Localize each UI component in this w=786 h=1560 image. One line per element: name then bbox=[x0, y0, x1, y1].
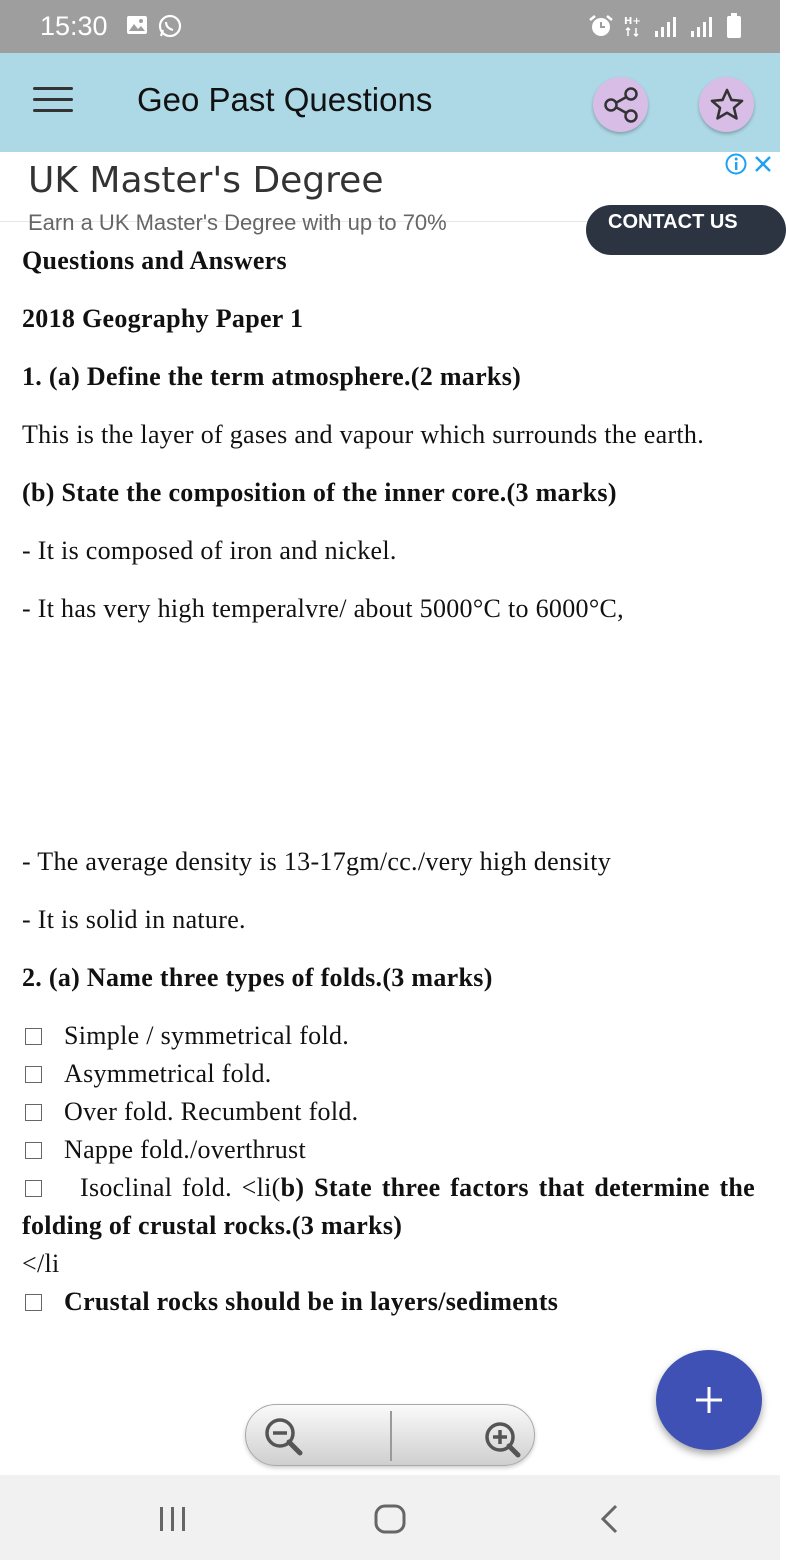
plus-icon bbox=[694, 1385, 724, 1415]
add-fab-button[interactable] bbox=[656, 1350, 762, 1450]
ad-subtitle: Earn a UK Master's Degree with up to 70% bbox=[28, 210, 447, 235]
alarm-icon bbox=[588, 14, 614, 38]
zoom-out-button[interactable] bbox=[260, 1413, 306, 1459]
folds-list bbox=[22, 1017, 755, 1321]
zoom-in-button[interactable] bbox=[478, 1413, 524, 1459]
list-item bbox=[22, 1055, 755, 1093]
list-item bbox=[22, 1131, 755, 1169]
list-item-text: Simple / symmetrical fold. bbox=[64, 1021, 350, 1050]
status-bar bbox=[0, 0, 780, 53]
menu-icon-bar bbox=[33, 98, 73, 101]
app-bar bbox=[0, 53, 780, 152]
section-title: Questions and Answers bbox=[22, 246, 287, 275]
network-hplus-icon bbox=[624, 14, 644, 38]
question-2a: 2. (a) Name three types of folds.(3 marks) bbox=[22, 963, 493, 992]
recent-apps-button[interactable] bbox=[153, 1503, 193, 1535]
zoom-in-icon bbox=[478, 1413, 524, 1459]
signal-icon bbox=[654, 15, 680, 37]
battery-icon bbox=[726, 13, 742, 39]
signal-icon bbox=[690, 15, 716, 37]
whatsapp-icon bbox=[158, 14, 182, 38]
list-item-text: Over fold. Recumbent fold. bbox=[64, 1097, 359, 1126]
app-title: Geo Past Questions bbox=[137, 81, 433, 118]
ad-title[interactable]: UK Master's Degree bbox=[28, 160, 384, 201]
status-right-icons bbox=[588, 13, 742, 39]
checkbox-glyph bbox=[25, 1066, 42, 1083]
list-item-text: Crustal rocks should be in layers/sediments bbox=[64, 1287, 559, 1316]
article-content bbox=[22, 222, 755, 1475]
list-item-text: Isoclinal fold. <li( bbox=[80, 1173, 281, 1202]
blank-area bbox=[22, 628, 755, 823]
star-icon bbox=[708, 86, 746, 124]
list-item bbox=[22, 1093, 755, 1131]
list-item bbox=[22, 1017, 755, 1055]
close-icon[interactable] bbox=[752, 153, 774, 175]
checkbox-glyph bbox=[25, 1294, 42, 1311]
answer-1b-point: - It is solid in nature. bbox=[22, 905, 246, 934]
system-nav-bar bbox=[0, 1475, 780, 1560]
question-1a: 1. (a) Define the term atmosphere.(2 marks) bbox=[22, 362, 522, 391]
checkbox-glyph bbox=[25, 1104, 42, 1121]
recent-apps-icon bbox=[153, 1503, 193, 1535]
home-button[interactable] bbox=[370, 1503, 410, 1535]
zoom-divider bbox=[390, 1411, 392, 1461]
favorite-button[interactable] bbox=[699, 77, 754, 132]
checkbox-glyph bbox=[25, 1142, 42, 1159]
answer-1a: This is the layer of gases and vapour which surrounds the earth. bbox=[22, 420, 705, 449]
svg-text:H+: H+ bbox=[624, 16, 641, 27]
back-icon bbox=[590, 1503, 630, 1535]
share-button[interactable] bbox=[593, 77, 648, 132]
question-1b: (b) State the composition of the inner core.(3 marks) bbox=[22, 478, 617, 507]
gallery-icon bbox=[126, 14, 148, 36]
list-item-text: Nappe fold./overthrust bbox=[64, 1135, 306, 1164]
checkbox-glyph bbox=[25, 1180, 42, 1197]
zoom-control bbox=[245, 1404, 535, 1466]
list-item bbox=[22, 1283, 755, 1321]
checkbox-glyph bbox=[25, 1028, 42, 1045]
menu-icon-bar bbox=[33, 109, 73, 112]
list-item-text: Asymmetrical fold. bbox=[64, 1059, 272, 1088]
ad-cta-button[interactable]: CONTACT US bbox=[586, 205, 786, 255]
question-2b: b) State three factors that determine the folding of crustal rocks.(3 marks) bbox=[22, 1173, 755, 1240]
zoom-out-icon bbox=[260, 1413, 306, 1459]
menu-button[interactable] bbox=[33, 87, 73, 119]
answer-1b-point: - It is composed of iron and nickel. bbox=[22, 536, 397, 565]
ad-choices[interactable] bbox=[724, 152, 774, 176]
list-item bbox=[22, 1169, 755, 1283]
answer-1b-point: - It has very high temperalvre/ about 5000°C to 6000°C, bbox=[22, 594, 624, 623]
share-icon bbox=[601, 85, 641, 125]
status-time: 15:30 bbox=[40, 11, 108, 41]
answer-1b-point: - The average density is 13-17gm/cc./very high density bbox=[22, 847, 612, 876]
home-icon bbox=[370, 1503, 410, 1535]
back-button[interactable] bbox=[590, 1503, 630, 1535]
info-icon[interactable] bbox=[724, 152, 748, 176]
status-left-icons bbox=[126, 14, 182, 38]
stray-markup: </li bbox=[22, 1249, 60, 1278]
menu-icon-bar bbox=[33, 87, 73, 90]
paper-title: 2018 Geography Paper 1 bbox=[22, 304, 304, 333]
ad-banner[interactable] bbox=[0, 152, 780, 235]
